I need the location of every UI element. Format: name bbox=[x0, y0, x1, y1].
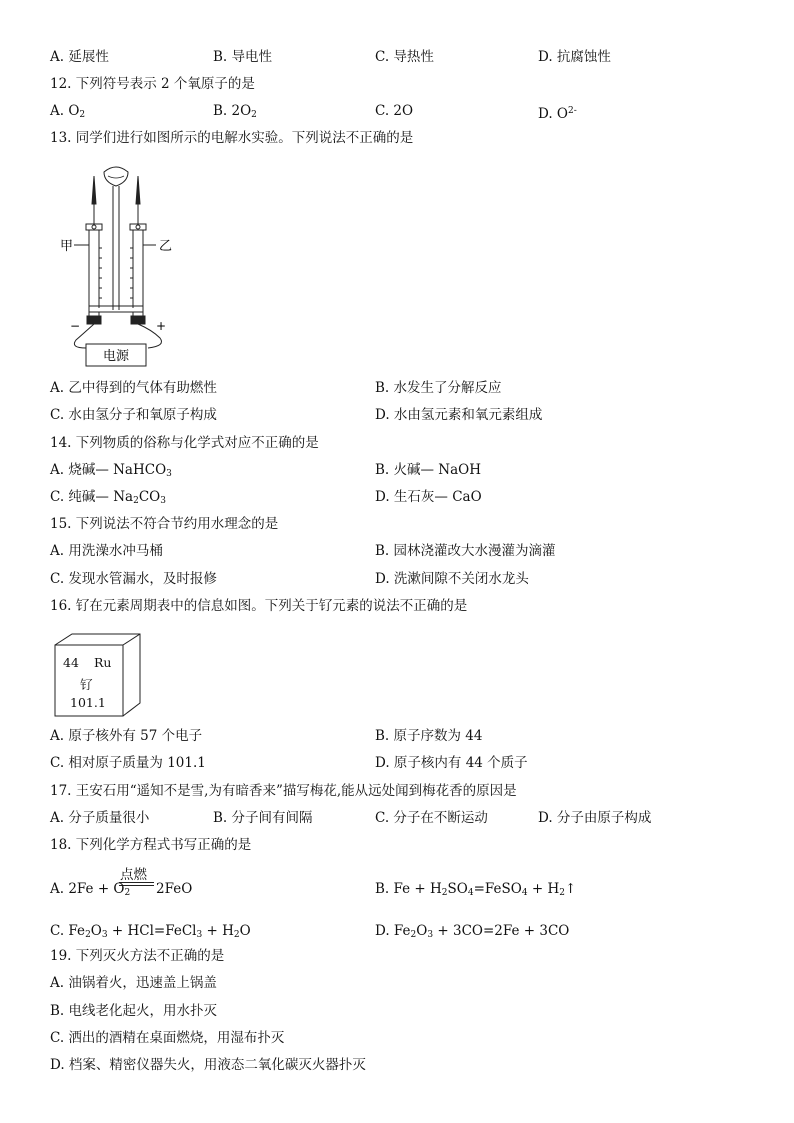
q16-option-d: D. 原子核内有 44 个质子 bbox=[375, 755, 528, 771]
q11-option-c: C. 导热性 bbox=[375, 49, 434, 65]
q18-b-s1: 2 bbox=[441, 888, 448, 898]
right-tube-label: 乙 bbox=[159, 239, 173, 254]
q11-option-a: A. 延展性 bbox=[50, 49, 109, 65]
q18-option-a-right: 2FeO bbox=[156, 881, 193, 897]
q18-c-t1: C. Fe bbox=[50, 923, 86, 939]
left-tube-label: 甲 bbox=[60, 239, 74, 254]
q18-c-t4: + H bbox=[202, 923, 234, 939]
q18-option-b bbox=[375, 880, 576, 902]
q17-option-d: D. 分子由原子构成 bbox=[538, 810, 652, 826]
q13-option-d: D. 水由氢元素和氧元素组成 bbox=[375, 407, 543, 423]
q16-option-c: C. 相对原子质量为 101.1 bbox=[50, 755, 206, 771]
q13-option-a: A. 乙中得到的气体有助燃性 bbox=[50, 380, 217, 396]
q19-option-c: C. 洒出的酒精在桌面燃烧，用湿布扑灭 bbox=[50, 1030, 285, 1046]
q11-option-b: B. 导电性 bbox=[213, 49, 273, 65]
q18-c-t5: O bbox=[239, 923, 251, 939]
q17-stem: 17. 王安石用“遥知不是雪,为有暗香来”描写梅花,能从远处闻到梅花香的原因是 bbox=[50, 783, 517, 799]
q14-option-d: D. 生石灰— CaO bbox=[375, 489, 482, 505]
q18-a-left-text: A. 2Fe + O bbox=[50, 881, 125, 897]
q15-option-d: D. 洗漱间隙不关闭水龙头 bbox=[375, 571, 529, 587]
q12-option-a bbox=[50, 102, 85, 124]
power-supply-label: 电源 bbox=[102, 349, 130, 364]
q15-option-c: C. 发现水管漏水，及时报修 bbox=[50, 571, 217, 587]
q14-option-a bbox=[50, 461, 172, 483]
q12-stem: 12. 下列符号表示 2 个氧原子的是 bbox=[50, 76, 255, 92]
q14-option-b: B. 火碱— NaOH bbox=[375, 462, 481, 478]
q19-option-d: D. 档案、精密仪器失火，用液态二氧化碳灭火器扑灭 bbox=[50, 1057, 366, 1073]
q15-option-a: A. 用洗澡水冲马桶 bbox=[50, 543, 163, 559]
bottom-connector bbox=[87, 306, 145, 324]
q15-stem: 15. 下列说法不符合节约用水理念的是 bbox=[50, 516, 279, 532]
funnel bbox=[104, 167, 128, 310]
positive-terminal-sign: + bbox=[156, 319, 167, 333]
q13-option-c: C. 水由氢分子和氧原子构成 bbox=[50, 407, 217, 423]
element-name: 钌 bbox=[80, 677, 93, 692]
q18-b-s3: 4 bbox=[521, 888, 528, 898]
negative-terminal-sign: − bbox=[70, 319, 81, 333]
q18-c-s1: 2 bbox=[85, 930, 91, 940]
periodic-table-cell bbox=[54, 633, 146, 717]
q12-a-text: A. O bbox=[50, 103, 80, 119]
q19-option-b: B. 电线老化起火，用水扑灭 bbox=[50, 1003, 218, 1019]
element-symbol: Ru bbox=[94, 655, 112, 670]
q16-option-b: B. 原子序数为 44 bbox=[375, 728, 483, 744]
q18-a-condition: 点燃 bbox=[120, 867, 147, 883]
q16-stem: 16. 钌在元素周期表中的信息如图。下列关于钌元素的说法不正确的是 bbox=[50, 598, 468, 614]
q16-option-a: A. 原子核外有 57 个电子 bbox=[50, 728, 203, 744]
q15-option-b: B. 园林浇灌改大水漫灌为滴灌 bbox=[375, 543, 556, 559]
q11-option-d: D. 抗腐蚀性 bbox=[538, 49, 611, 65]
q19-option-a: A. 油锅着火，迅速盖上锅盖 bbox=[50, 975, 217, 991]
q18-c-s3: 3 bbox=[196, 930, 203, 940]
q18-b-t2: SO bbox=[447, 881, 468, 897]
q18-b-t3: =FeSO bbox=[473, 881, 522, 897]
q14-c-text2: CO bbox=[138, 489, 161, 505]
q12-option-d bbox=[538, 102, 577, 123]
q18-d-s1: 2 bbox=[410, 930, 417, 940]
q18-b-t4: + H bbox=[527, 881, 560, 897]
q18-b-t1: B. Fe + H bbox=[375, 881, 442, 897]
q18-d-t3: + 3CO=2Fe + 3CO bbox=[433, 923, 570, 939]
q18-c-t2: O bbox=[90, 923, 102, 939]
q18-c-s4: 2 bbox=[233, 930, 240, 940]
q18-a-left-sub: 2 bbox=[124, 888, 131, 898]
q18-d-t2: O bbox=[416, 923, 428, 939]
q14-a-text: A. 烧碱— NaHCO bbox=[50, 462, 167, 478]
q18-b-s2: 4 bbox=[467, 888, 474, 898]
q12-d-sup: 2- bbox=[568, 106, 577, 116]
q12-option-b bbox=[213, 102, 257, 124]
q18-d-s2: 3 bbox=[427, 930, 434, 940]
q14-c-text1: C. 纯碱— Na bbox=[50, 489, 134, 505]
q18-b-s4: 2 bbox=[559, 888, 565, 898]
q17-option-b: B. 分子间有间隔 bbox=[213, 810, 313, 826]
q18-option-c bbox=[50, 922, 251, 944]
q18-stem: 18. 下列化学方程式书写正确的是 bbox=[50, 837, 252, 853]
q18-c-s2: 3 bbox=[101, 930, 108, 940]
q14-option-c bbox=[50, 488, 166, 510]
q12-d-text: D. O bbox=[538, 106, 568, 122]
q14-c-sub2: 3 bbox=[160, 496, 166, 506]
q14-c-sub1: 2 bbox=[133, 496, 139, 506]
electrolysis-apparatus-figure bbox=[56, 158, 186, 372]
q18-d-t1: D. Fe bbox=[375, 923, 411, 939]
q18-option-d bbox=[375, 922, 569, 944]
q17-option-a: A. 分子质量很小 bbox=[50, 810, 150, 826]
left-tube bbox=[86, 176, 102, 308]
q18-option-a-left bbox=[50, 880, 130, 902]
q14-a-sub: 3 bbox=[166, 469, 172, 479]
q13-option-b: B. 水发生了分解反应 bbox=[375, 380, 502, 396]
q18-b-t5: ↑ bbox=[564, 881, 577, 897]
q12-b-sub: 2 bbox=[251, 110, 257, 120]
q17-option-c: C. 分子在不断运动 bbox=[375, 810, 488, 826]
q18-c-t3: + HCl=FeCl bbox=[107, 923, 197, 939]
q19-stem: 19. 下列灭火方法不正确的是 bbox=[50, 948, 225, 964]
q12-b-text: B. 2O bbox=[213, 103, 252, 119]
element-atomic-mass: 101.1 bbox=[70, 695, 106, 710]
q12-option-c: C. 2O bbox=[375, 103, 414, 119]
q14-stem: 14. 下列物质的俗称与化学式对应不正确的是 bbox=[50, 435, 319, 451]
element-atomic-number: 44 bbox=[63, 655, 79, 670]
q13-stem: 13. 同学们进行如图所示的电解水实验。下列说法不正确的是 bbox=[50, 130, 414, 146]
q12-a-sub: 2 bbox=[79, 110, 86, 120]
right-tube bbox=[130, 176, 146, 308]
